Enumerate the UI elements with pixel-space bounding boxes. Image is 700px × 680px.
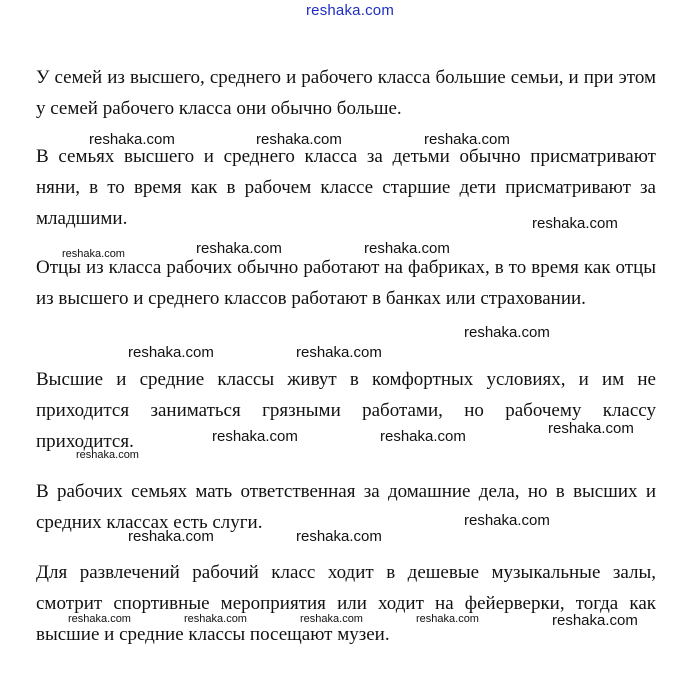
watermark: reshaka.com [424, 131, 510, 148]
watermark: reshaka.com [300, 613, 363, 625]
paragraph-entertainment: Для развлечений рабочий класс ходит в дешевые музыкальные залы, смотрит спортивные мероприятия или ходит на фейерверки, тогда как высшие и средние классы посещают музеи. [36, 562, 656, 645]
watermark: reshaka.com [416, 613, 479, 625]
watermark: reshaka.com [364, 240, 450, 257]
watermark: reshaka.com [128, 344, 214, 361]
watermark: reshaka.com [89, 131, 175, 148]
paragraph-fathers-work: Отцы из класса рабочих обычно работают на фабриках, в то время как отцы из высшего и среднего классов работают в банках или страховании. [36, 257, 656, 309]
watermark: reshaka.com [196, 240, 282, 257]
watermark: reshaka.com [62, 248, 125, 260]
watermark: reshaka.com [296, 528, 382, 545]
watermark: reshaka.com [552, 612, 638, 629]
watermark: reshaka.com [128, 528, 214, 545]
paragraph-housework: В рабочих семьях мать ответственная за домашние дела, но в высших и средних классах есть слуги. [36, 481, 656, 533]
watermark: reshaka.com [464, 512, 550, 529]
watermark: reshaka.com [184, 613, 247, 625]
watermark: reshaka.com [212, 428, 298, 445]
site-watermark-header: reshaka.com [305, 2, 395, 19]
watermark: reshaka.com [464, 324, 550, 341]
watermark: reshaka.com [76, 449, 139, 461]
watermark: reshaka.com [296, 344, 382, 361]
paragraph-living-conditions: Высшие и средние классы живут в комфортных условиях, и им не приходится заниматься грязными работами, но рабочему классу приходится. [36, 369, 656, 452]
paragraph-childcare: В семьях высшего и среднего класса за детьми обычно присматривают няни, в то время как в рабочем классе старшие дети присматривают за младшими. [36, 146, 656, 229]
watermark: reshaka.com [548, 420, 634, 437]
paragraph-family-size: У семей из высшего, среднего и рабочего класса большие семьи, и при этом у семей рабочего класса они обычно больше. [36, 67, 656, 119]
watermark: reshaka.com [532, 215, 618, 232]
watermark: reshaka.com [68, 613, 131, 625]
watermark: reshaka.com [256, 131, 342, 148]
watermark: reshaka.com [380, 428, 466, 445]
